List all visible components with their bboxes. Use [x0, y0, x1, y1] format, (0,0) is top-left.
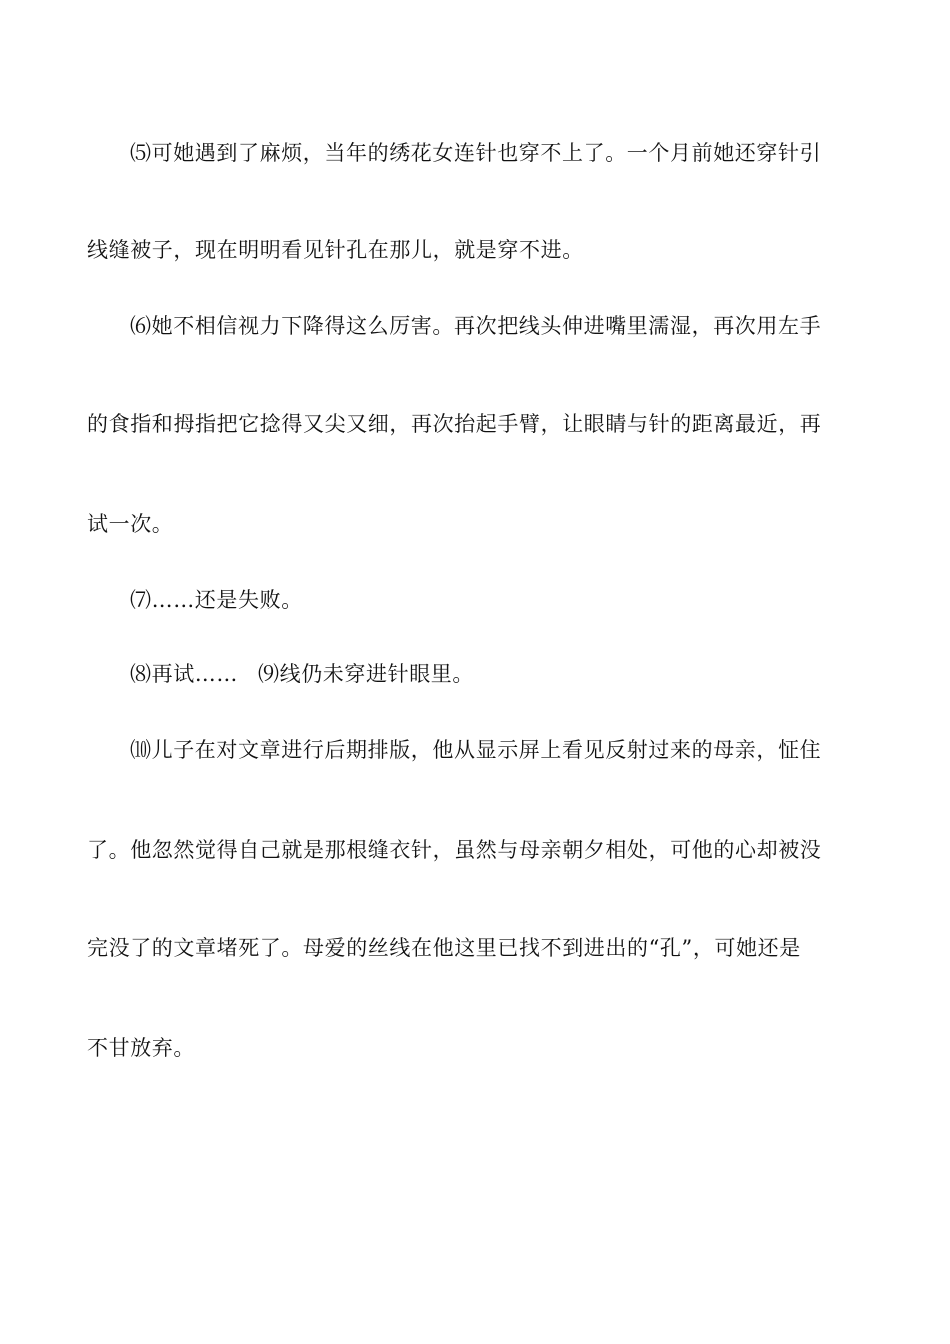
paragraph-8-text: ⑻再试……	[130, 662, 238, 686]
paragraph-5-line-2: 线缝被子，现在明明看见针孔在那儿，就是穿不进。	[87, 238, 584, 262]
paragraph-10-line-4: 不甘放弃。	[87, 1036, 195, 1060]
paragraph-6-line-2: 的食指和拇指把它捻得又尖又细，再次抬起手臂，让眼睛与针的距离最近，再	[87, 412, 822, 436]
paragraph-5-line-1: ⑸可她遇到了麻烦，当年的绣花女连针也穿不上了。一个月前她还穿针引	[130, 141, 822, 165]
paragraph-7-line-1: ⑺……还是失败。	[130, 588, 303, 612]
paragraph-9-text: ⑼线仍未穿进针眼里。	[258, 662, 474, 686]
paragraph-6-line-1: ⑹她不相信视力下降得这么厉害。再次把线头伸进嘴里濡湿，再次用左手	[130, 314, 822, 338]
paragraph-10-line-1: ⑽儿子在对文章进行后期排版，他从显示屏上看见反射过来的母亲，怔住	[130, 738, 822, 762]
paragraph-10-line-2: 了。他忽然觉得自己就是那根缝衣针，虽然与母亲朝夕相处，可他的心却被没	[87, 838, 822, 862]
paragraph-8-9-line	[130, 660, 474, 688]
paragraph-6-line-3: 试一次。	[87, 512, 174, 536]
paragraph-10-line-3: 完没了的文章堵死了。母爱的丝线在他这里已找不到进出的“孔”，可她还是	[87, 936, 801, 960]
